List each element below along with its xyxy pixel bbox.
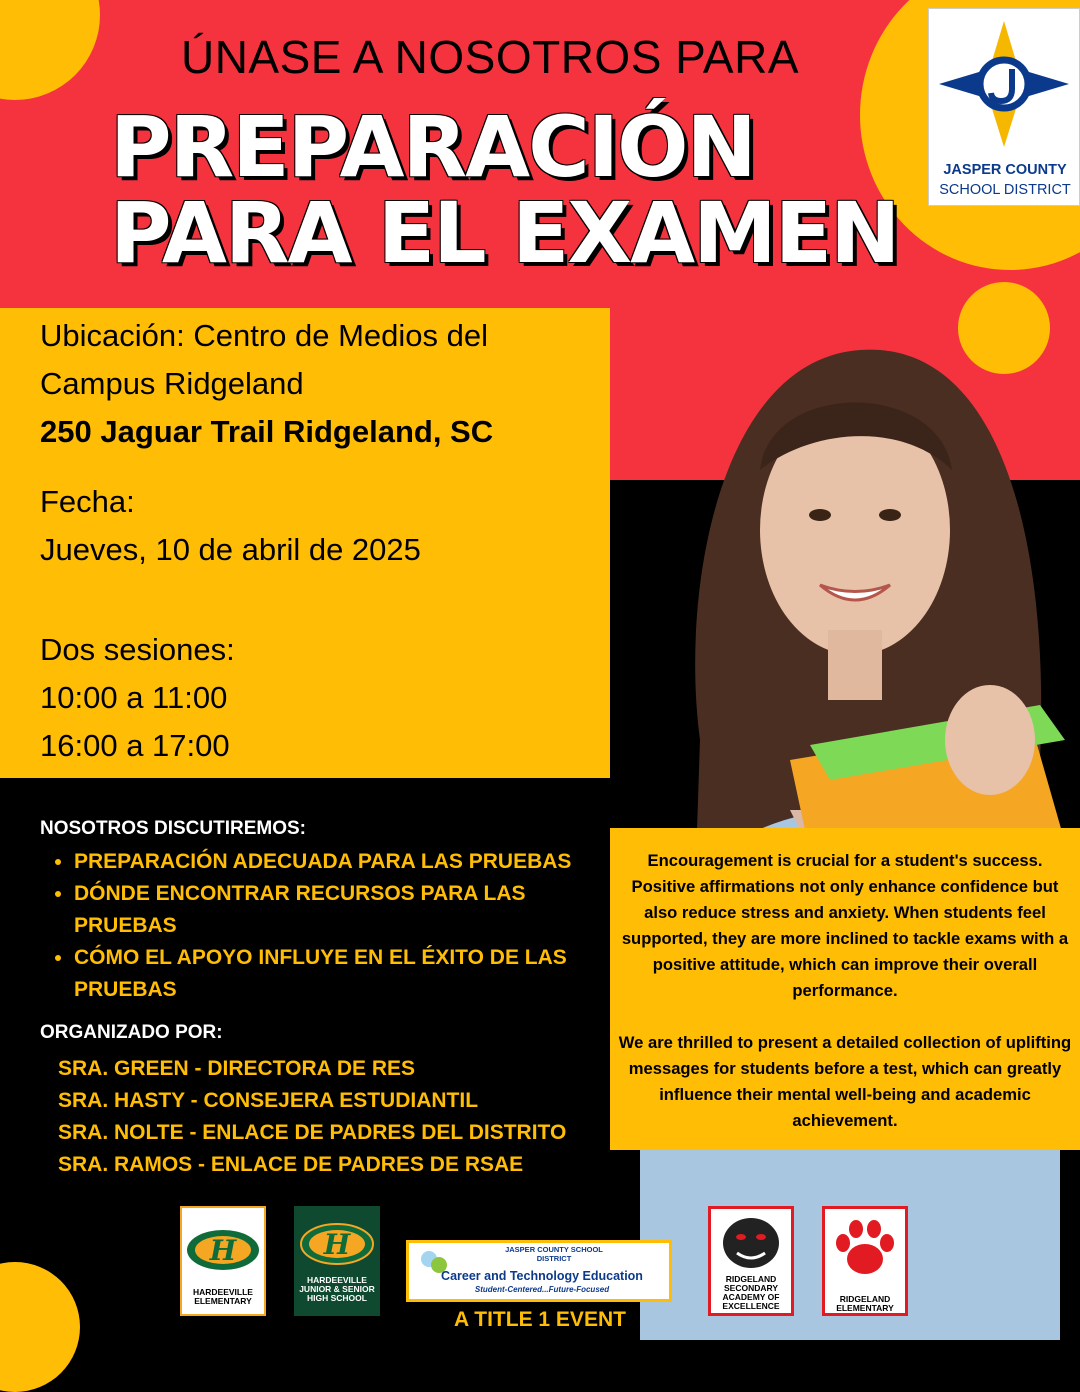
hardeeville-jr-sr-caption: HARDEEVILLE JUNIOR & SENIOR HIGH SCHOOL (299, 1275, 375, 1303)
ridgeland-secondary-logo (708, 1206, 794, 1316)
organizer-item: SRA. RAMOS - ENLACE DE PADRES DE RSAE (58, 1153, 524, 1176)
encouragement-paragraph-2: We are thrilled to present a detailed collection of uplifting messages for students before a test, which can greatly influence their mental well-being and academic achievement. (618, 1033, 1072, 1130)
ridgeland-elementary-caption: RIDGELAND ELEMENTARY (836, 1294, 894, 1313)
session-2: 16:00 a 17:00 (40, 728, 230, 763)
discussion-item: • PREPARACIÓN ADECUADA PARA LAS PRUEBAS (74, 846, 634, 878)
cte-logo (406, 1240, 672, 1302)
sessions-label: Dos sesiones: (40, 632, 235, 667)
encouragement-text (614, 848, 1076, 1134)
intro-text: ÚNASE A NOSOTROS PARA (180, 31, 800, 83)
cte-title: Career and Technology Education (441, 1269, 643, 1283)
discussion-list (48, 846, 634, 1006)
title1-label: A TITLE 1 EVENT (454, 1308, 626, 1331)
hardeeville-h-icon (182, 1220, 264, 1280)
paw-print-icon (825, 1213, 905, 1283)
title-line-2: PARA EL EXAMEN (110, 184, 899, 282)
discussion-heading: NOSOTROS DISCUTIREMOS: (40, 818, 307, 839)
location-line-1: Ubicación: Centro de Medios del (40, 318, 489, 353)
hardeeville-jr-sr-logo (294, 1206, 380, 1316)
title-line-1: PREPARACIÓN (110, 98, 755, 196)
date-value: Jueves, 10 de abril de 2025 (40, 532, 421, 567)
organizer-item: SRA. GREEN - DIRECTORA DE RES (58, 1057, 416, 1080)
date-label: Fecha: (40, 484, 135, 519)
district-logo (928, 8, 1080, 206)
district-name-line1: JASPER COUNTY (943, 162, 1067, 178)
organizer-item: SRA. HASTY - CONSEJERA ESTUDIANTIL (58, 1089, 479, 1112)
hardeeville-elementary-logo (180, 1206, 266, 1316)
district-emblem-icon (929, 9, 1079, 159)
session-1: 10:00 a 11:00 (40, 680, 228, 715)
address: 250 Jaguar Trail Ridgeland, SC (40, 414, 494, 449)
svg-text:H: H (209, 1234, 237, 1267)
location-line-2: Campus Ridgeland (40, 366, 304, 401)
hardeeville-h-icon (294, 1214, 380, 1274)
ridgeland-secondary-caption: RIDGELAND SECONDARY ACADEMY OF EXCELLENCE (722, 1274, 780, 1311)
cte-tagline: Student-Centered...Future-Focused (474, 1285, 610, 1294)
cte-district: JASPER COUNTY SCHOOL DISTRICT (505, 1245, 603, 1263)
jaguar-icon (711, 1213, 791, 1273)
encouragement-paragraph-1: Encouragement is crucial for a student's success. Positive affirmations not only enhance confidence but also reduce stress and anxiety. When students feel supported, they are more inclined to tackle exams with a positive attitude, which can improve their overall performance. (621, 851, 1069, 1000)
organizer-item: SRA. NOLTE - ENLACE DE PADRES DEL DISTRITO (58, 1121, 567, 1144)
discussion-item: • DÓNDE ENCONTRAR RECURSOS PARA LAS PRUEBAS (74, 878, 634, 942)
district-name-line2: SCHOOL DISTRICT (939, 182, 1071, 198)
discussion-item: • CÓMO EL APOYO INFLUYE EN EL ÉXITO DE LAS PRUEBAS (74, 942, 634, 1006)
organizers-heading: ORGANIZADO POR: (40, 1022, 223, 1043)
hardeeville-elementary-caption: HARDEEVILLE ELEMENTARY (193, 1287, 253, 1306)
svg-text:H: H (323, 1228, 351, 1261)
ridgeland-elementary-logo (822, 1206, 908, 1316)
